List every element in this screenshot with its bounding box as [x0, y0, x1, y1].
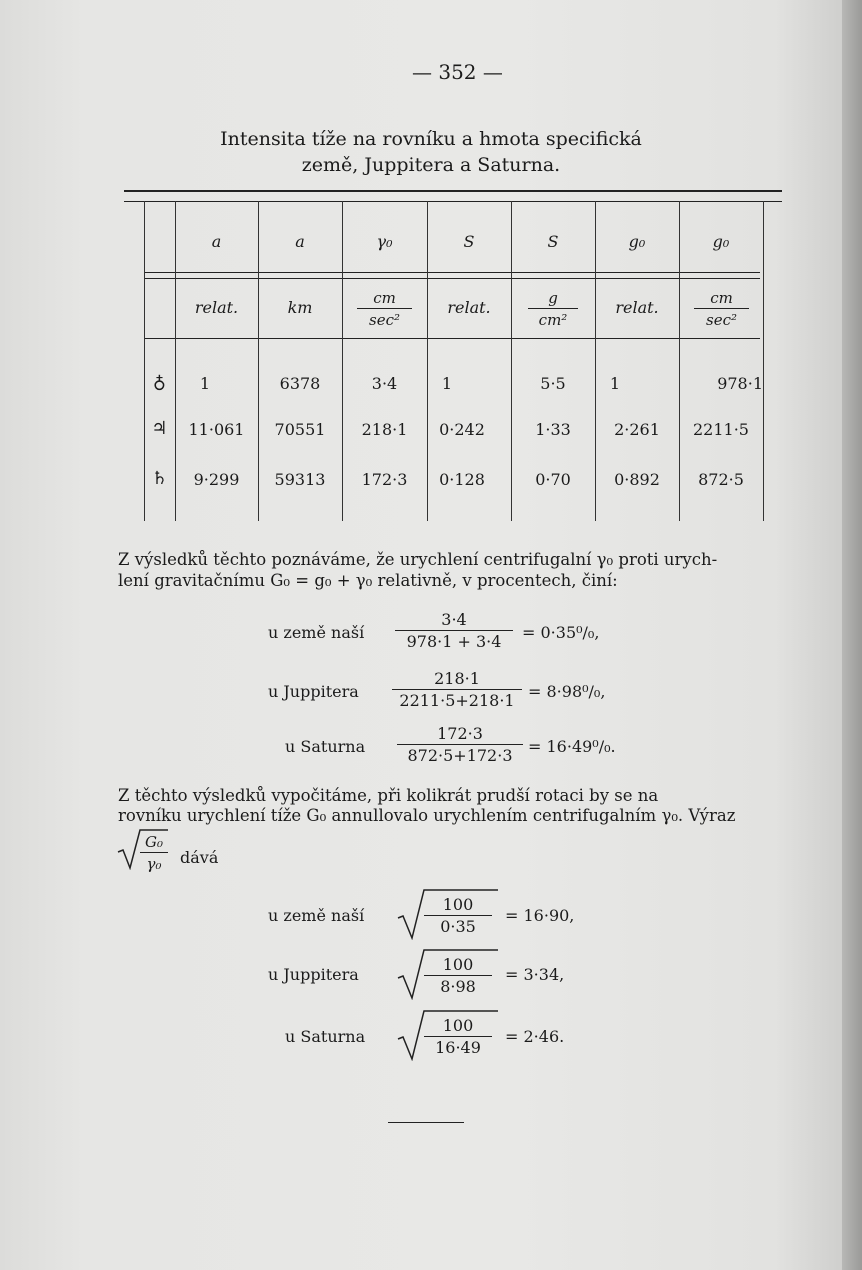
earth-symbol: ♁: [152, 372, 167, 393]
col-rule: [763, 201, 764, 521]
equation-label: u země naší: [268, 623, 365, 642]
equation-fraction: $\frac{172\cdot 3}{872\cdot 5+172\cdot 3}$: [397, 724, 523, 767]
header-S: S: [547, 232, 559, 251]
table-cell: 872·5: [698, 470, 744, 489]
table-cell: 218·1: [361, 420, 408, 439]
header-rule-2: [144, 278, 760, 279]
table-cell: 6378: [279, 374, 321, 393]
jupiter-symbol: ♃: [151, 418, 168, 439]
unit-relat: relat.: [194, 298, 239, 317]
header-S: S: [463, 232, 475, 251]
equation-result: = 8·98⁰/₀,: [528, 682, 606, 701]
equation-result: = 2·46.: [505, 1027, 565, 1046]
title-line-2: země, Juppitera a Saturna.: [301, 154, 561, 176]
unit-km: km: [287, 298, 313, 317]
equation-result: = 16·49⁰/₀.: [528, 737, 616, 756]
saturn-symbol: ♄: [151, 468, 168, 489]
header-a: a: [295, 232, 305, 251]
equation-label: u Saturna: [285, 737, 366, 756]
table-cell: 0·892: [614, 470, 660, 489]
equation-fraction: $\frac{100}{16\cdot 49}$: [424, 1016, 492, 1059]
table-cell: 2·261: [614, 420, 660, 439]
equation-label: u Juppitera: [268, 682, 359, 701]
table-cell: 2211·5: [693, 420, 749, 439]
page-edge: [842, 0, 862, 1270]
equation-fraction: $\frac{100}{0\cdot 35}$: [424, 895, 492, 938]
equation-label: u Saturna: [285, 1027, 366, 1046]
equation-fraction: $\frac{218\cdot 1}{2211\cdot 5+218\cdot 1}$: [392, 669, 522, 712]
table-cell: 172·3: [361, 470, 408, 489]
table-cell: 9·299: [193, 470, 240, 489]
paragraph-2-line-1: Z těchto výsledků vypočitáme, při kolikrát prudší rotaci by se na: [118, 786, 659, 805]
header-g0: g₀: [628, 232, 646, 251]
title-line-1: Intensita tíže na rovníku a hmota specifická: [220, 128, 642, 150]
table-cell: 59313: [274, 470, 326, 489]
equation-result: = 0·35⁰/₀,: [522, 623, 600, 642]
paragraph-2-line-2: rovníku urychlení tíže G₀ annullovalo urychlením centrifugalním γ₀. Výraz: [118, 806, 736, 825]
equation-label: u země naší: [268, 906, 365, 925]
unit-cm-per-sec2: cm sec²: [694, 288, 749, 331]
expression-fraction: $\frac{\text{G₀}}{\text{γ₀}}$: [140, 832, 168, 875]
expression-text: dává: [180, 848, 219, 867]
table-cell: 1: [609, 374, 621, 393]
header-rule: [144, 272, 760, 273]
unit-relat: relat.: [447, 298, 491, 317]
equation-result: = 16·90,: [505, 906, 575, 925]
table-cell: 1: [441, 374, 453, 393]
table-cell: 3·4: [371, 374, 398, 393]
table-top-rule-2: [124, 201, 782, 202]
units-rule: [144, 338, 760, 339]
unit-cm-per-sec2: cm sec²: [357, 288, 412, 331]
equation-fraction: $\frac{3\cdot 4}{978\cdot 1 + 3\cdot 4}$: [395, 610, 513, 653]
table-cell: 70551: [274, 420, 326, 439]
table-cell: 5·5: [540, 374, 566, 393]
paragraph-1-line-2: lení gravitačnímu G₀ = g₀ + γ₀ relativně, v procentech, činí:: [118, 571, 618, 590]
unit-g-per-cm2: $\frac{g}{\text{cm²}}$: [528, 288, 578, 331]
table-cell: 1: [199, 374, 211, 393]
header-gamma0: γ₀: [376, 232, 393, 251]
equation-result: = 3·34,: [505, 965, 565, 984]
table-cell: 0·70: [535, 470, 571, 489]
paragraph-1-line-1: Z výsledků těchto poznáváme, že urychlení centrifugalní γ₀ proti urych-: [118, 550, 718, 569]
table-cell: 0·128: [439, 470, 485, 489]
table-cell: 1·33: [535, 420, 571, 439]
table-cell: 11·061: [188, 420, 245, 439]
unit-relat: relat.: [615, 298, 659, 317]
table-cell: 978·1: [717, 374, 763, 393]
closing-rule: [388, 1122, 464, 1123]
header-a: a: [211, 232, 222, 251]
equation-fraction: $\frac{100}{8\cdot 98}$: [424, 955, 492, 998]
equation-label: u Juppitera: [268, 965, 359, 984]
table-top-rule: [124, 190, 782, 192]
page-number: — 352 —: [412, 60, 503, 84]
header-g0: g₀: [712, 232, 730, 251]
table-cell: 0·242: [439, 420, 485, 439]
